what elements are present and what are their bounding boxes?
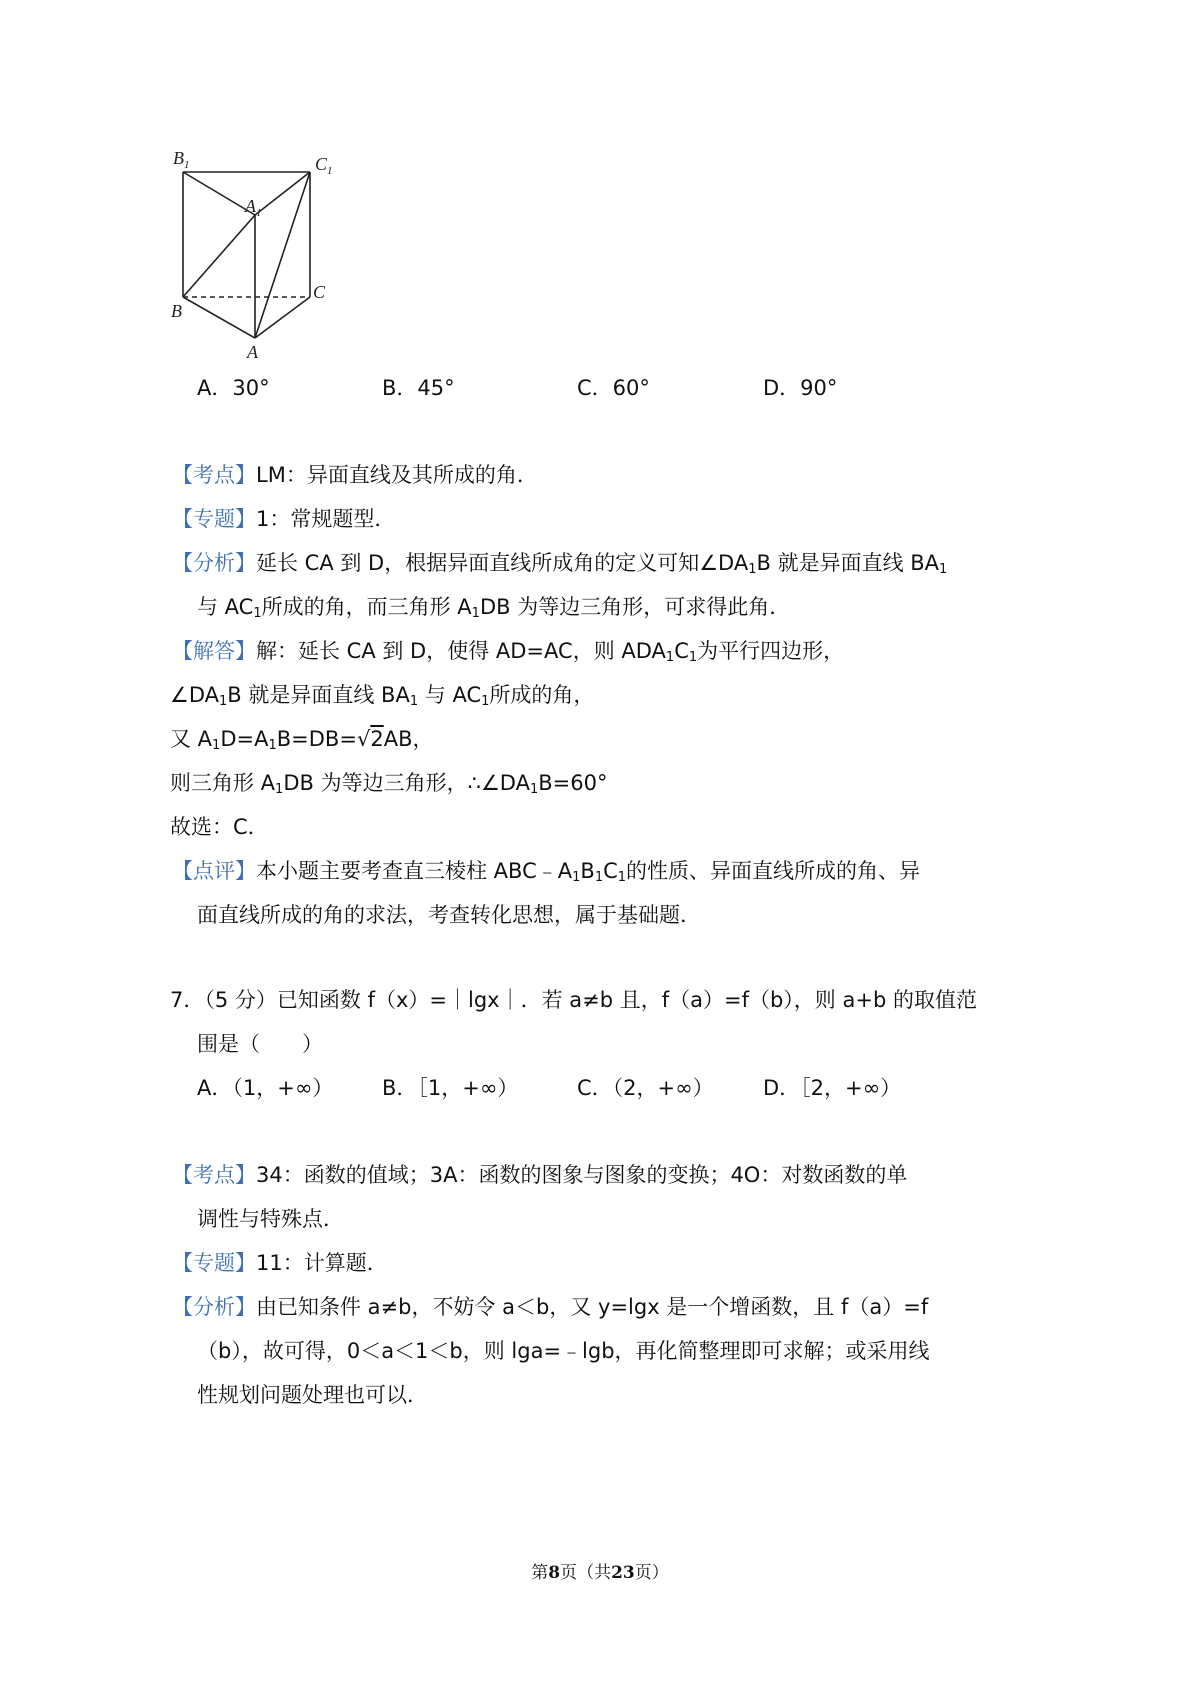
q7-option-d: D．［2，+∞） [763,1076,902,1100]
segment-AC1 [255,172,310,338]
q7-zhuanti: 【专题】11：计算题． [172,1251,388,1275]
label-C1: $C_1$ [315,154,333,177]
sqrt-sign: √ [356,727,371,751]
page-total: 23 [611,1563,635,1583]
q7-option-c: C．（2，+∞） [577,1076,714,1100]
q6-option-a: A．30° [197,376,270,400]
q7-fenxi-line2: （b），故可得，0＜a＜1＜b，则 lga=﹣lgb，再化简整理即可求解；或采用线 [197,1339,930,1363]
q7-stem-line1: 7．（5 分）已知函数 f（x）=｜lgx｜．若 a≠b 且，f（a）=f（b），则 a+b 的取值范 [170,988,977,1012]
zhuanti-tag: 【专题】 [172,507,256,531]
zhuanti-tag: 【专题】 [172,1251,256,1275]
q6-option-d: D．90° [763,376,838,400]
q6-kaodian: 【考点】LM：异面直线及其所成的角． [172,463,538,487]
q7-option-a: A．（1，+∞） [197,1076,334,1100]
edge-BA [183,297,255,338]
page-number: 8 [548,1563,561,1583]
kaodian-tag: 【考点】 [172,1163,256,1187]
label-A: A [247,342,258,362]
q6-jieda-line2: $\angle DA_1B$ 就是异面直线 $BA_1$ 与 $AC_1$所成的角， [170,683,595,709]
q6-jieda-line5: 故选：C． [170,815,269,839]
label-A1: $A_1$ [245,196,262,219]
q6-fenxi-line1: 【分析】延长 CA 到 D，根据异面直线所成角的定义可知$\angle DA_1B$ 就是异面直线 $BA_1$ [172,551,948,577]
q6-jieda-line3: 又 $A_1D=A_1B=DB=√2AB$， [170,727,434,753]
q7-fenxi-line1: 【分析】由已知条件 a≠b，不妨令 a＜b，又 y=lgx 是一个增函数，且 f（a）=f [172,1295,929,1319]
q7-kaodian-line2: 调性与特殊点． [197,1207,344,1231]
q6-dianping-line1: 【点评】本小题主要考查直三棱柱 $ABC﹣A_1B_1C_1$的性质、异面直线所成的角、异 [172,859,921,885]
q7-stem-line2: 围是（ ） [197,1032,323,1056]
q6-jieda-line1: 【解答】解：延长 CA 到 D，使得 AD=AC，则 $ADA_1C_1$为平行四边形， [172,639,845,665]
prism-diagram [165,140,365,380]
q6-option-c: C．60° [577,376,650,400]
fenxi-tag: 【分析】 [172,551,256,575]
label-B: B [171,301,182,321]
q6-dianping-line2: 面直线所成的角的求法，考查转化思想，属于基础题． [197,903,701,927]
segment-BA1 [183,215,255,297]
label-C: C [313,282,326,302]
kaodian-tag: 【考点】 [172,463,256,487]
prism-figure [165,140,365,380]
dianping-tag: 【点评】 [172,859,256,883]
q6-zhuanti: 【专题】1：常规题型． [172,507,396,531]
q6-option-b: B．45° [382,376,455,400]
q7-option-b: B．［1，+∞） [382,1076,519,1100]
q7-kaodian-line1: 【考点】34：函数的值域；3A：函数的图象与图象的变换；4O：对数函数的单 [172,1163,908,1187]
page-footer: 第8页（共23页） [531,1563,669,1583]
label-B1: $B_1$ [173,148,190,171]
q7-fenxi-line3: 性规划问题处理也可以． [197,1383,428,1407]
fenxi-tag: 【分析】 [172,1295,256,1319]
q6-fenxi-line2: 与 $AC_1$所成的角，而三角形 $A_1DB$ 为等边三角形，可求得此角． [197,595,791,621]
edge-AC [255,297,310,338]
jieda-tag: 【解答】 [172,639,256,663]
edge-A1C1 [255,172,310,215]
q6-jieda-line4: 则三角形 $A_1DB$ 为等边三角形，$\therefore\angle DA_1B=60^\circ$ [170,771,608,797]
